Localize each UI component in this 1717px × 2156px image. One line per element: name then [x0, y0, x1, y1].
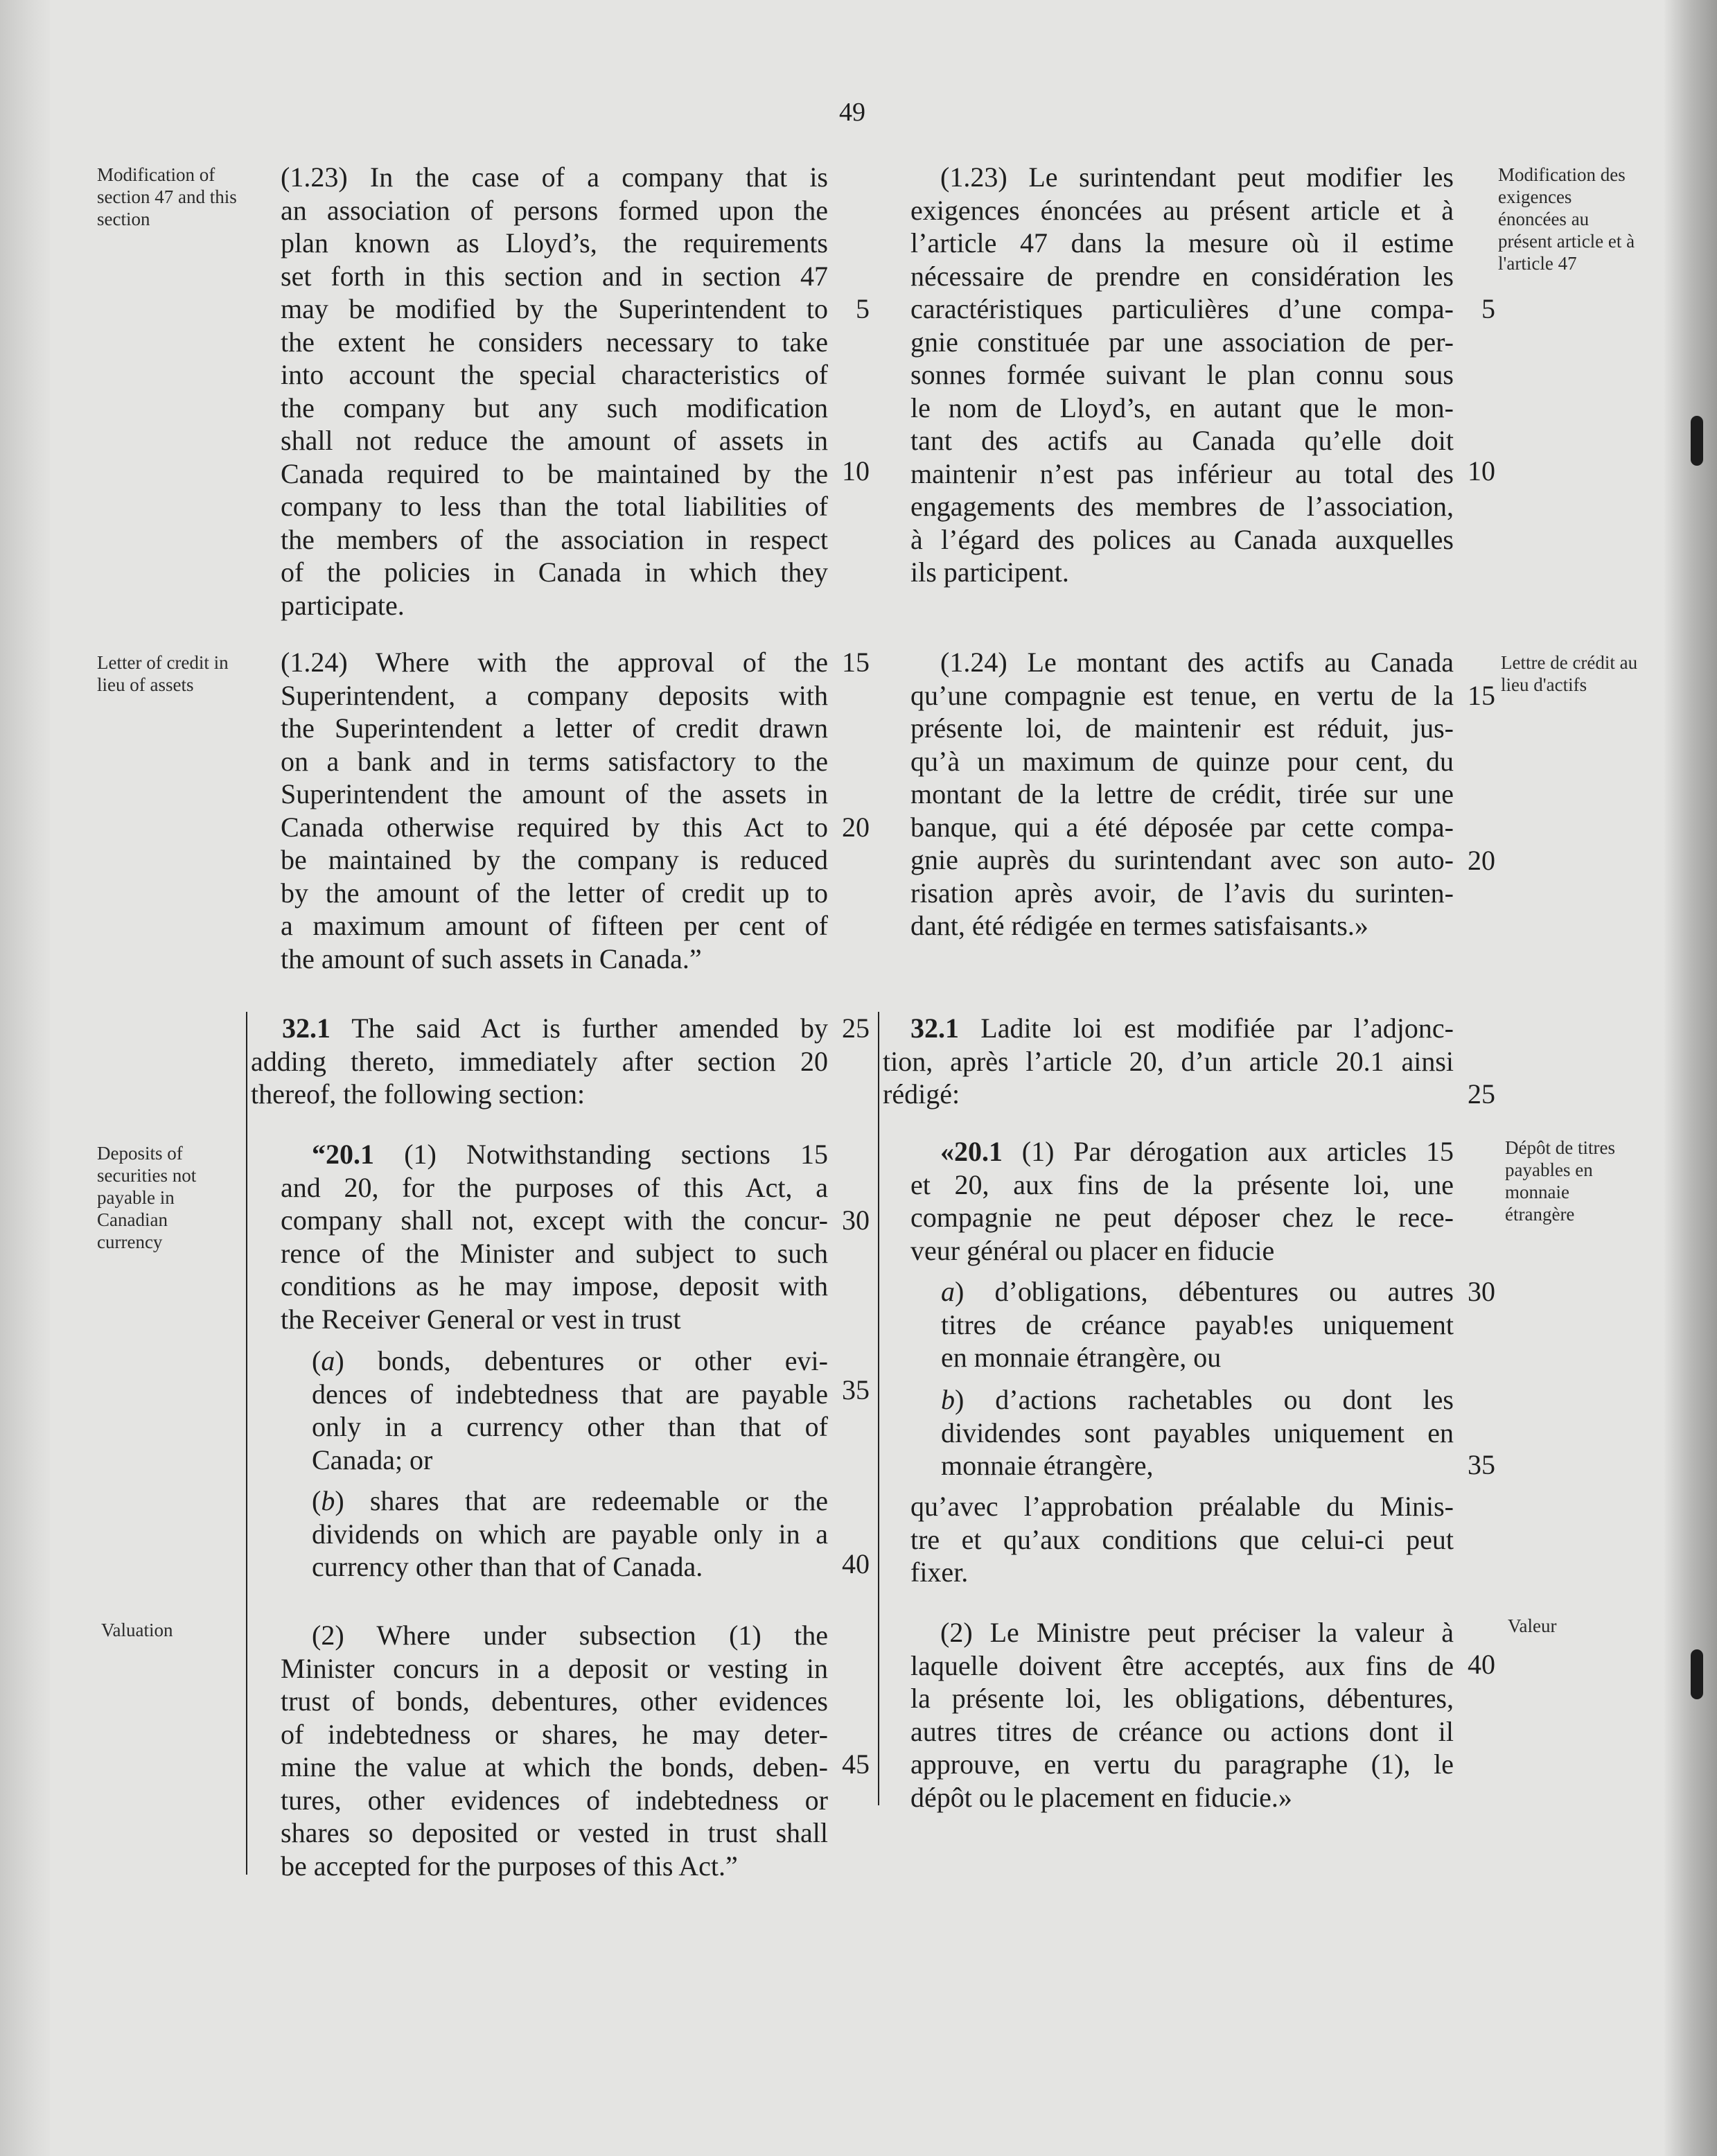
text-line: fixer. [910, 1557, 969, 1588]
text-line: dividends on which are payable only in a [312, 1518, 828, 1550]
line-number: 10 [842, 455, 870, 487]
margin-note-valuation: Valuation [101, 1620, 173, 1640]
binder-hole [1691, 1649, 1703, 1699]
english-paragraph-b [312, 1484, 828, 1584]
line-number: 20 [1468, 845, 1495, 876]
margin-note-lettre-de-credit: Lettre de crédit au lieu d'actifs [1501, 652, 1638, 695]
margin-note-deposits: Deposits of securities not payable in Canadian currency [97, 1143, 197, 1252]
text-line: dividendes sont payables uniquement en [941, 1417, 1454, 1448]
margin-note-depot-de-titres: Dépôt de titres payables en monnaie étrangère [1505, 1137, 1615, 1225]
text-span: The said Act is further amended by [331, 1013, 828, 1044]
text-line: rence of the Minister and subject to such [281, 1237, 828, 1269]
text-line: trust of bonds, debentures, other evidences [281, 1685, 828, 1717]
text-line: Minister concurs in a deposit or vesting in [281, 1652, 828, 1684]
text-line: qu’à un maximum de quinze pour cent, du [910, 745, 1454, 777]
paragraph-label: a [321, 1345, 335, 1376]
text-line: on a bank and in terms satisfactory to the [281, 745, 828, 777]
text-line: ils participent. [910, 556, 1069, 588]
text-line: the Superintendent a letter of credit drawn [281, 712, 828, 744]
text-line: qu’avec l’approbation préalable du Minis- [910, 1491, 1454, 1522]
text-line: en monnaie étrangère, ou [941, 1342, 1222, 1373]
text-line: et 20, aux fins de la présente loi, une [910, 1168, 1454, 1200]
text-line: gnie auprès du surintendant avec son auto- [910, 844, 1454, 875]
text-line: gnie constituée par une association de per- [910, 326, 1454, 358]
text-line: the amount of such assets in Canada.” [281, 943, 702, 974]
text-line: laquelle doivent être acceptés, aux fins de [910, 1649, 1454, 1681]
text-line [883, 1012, 1454, 1045]
text-span: (1) Notwithstanding sections 15 [374, 1139, 828, 1170]
english-subsection-1-24 [281, 646, 828, 975]
text-span: d’actions rachetables ou dont les [995, 1384, 1454, 1415]
french-paragraph-a [941, 1275, 1454, 1374]
text-line: set forth in this section and in section 47 [281, 260, 828, 292]
paragraph-label: b [941, 1384, 955, 1415]
text-line: autres titres de créance ou actions dont il [910, 1715, 1454, 1747]
margin-note-modification: Modification of section 47 and this section [97, 164, 237, 229]
margin-note-modification-fr: Modification des exigences énoncées au présent article et à l'article 47 [1498, 164, 1635, 274]
text-line: the Receiver General or vest in trust [281, 1303, 681, 1335]
text-line [251, 1012, 828, 1045]
amendment-rule-en [246, 1012, 247, 1875]
text-line: exigences énoncées au présent article et à [910, 194, 1454, 226]
english-subsection-2 [281, 1619, 828, 1882]
text-span: d’obligations, débentures ou autres [994, 1276, 1454, 1307]
french-subsection-1-24 [910, 646, 1454, 943]
text-line: Canada required to be maintained by the [281, 457, 828, 489]
text-line [281, 1138, 828, 1171]
text-line: compagnie ne peut déposer chez le rece- [910, 1202, 1454, 1233]
page-number: 49 [839, 98, 865, 127]
text-line: dences of indebtedness that are payable [312, 1378, 828, 1410]
line-number: 35 [1468, 1449, 1495, 1480]
text-span: bonds, debentures or other evi- [378, 1345, 828, 1376]
text-line: le nom de Lloyd’s, en autant que le mon- [910, 392, 1454, 423]
paragraph-label: b [321, 1485, 335, 1516]
line-number: 15 [1468, 680, 1495, 711]
text-line: la présente loi, les obligations, débentures, [910, 1683, 1454, 1714]
text-line: of the policies in Canada in which they [281, 556, 828, 588]
margin-note-valeur: Valeur [1508, 1615, 1557, 1636]
line-number: 20 [842, 812, 870, 843]
line-number: 5 [1481, 293, 1495, 324]
text-line: a maximum amount of fifteen per cent of [281, 910, 828, 941]
text-line: engagements des membres de l’association, [910, 491, 1454, 522]
french-section-32-1 [883, 1012, 1454, 1111]
french-subsection-1-23 [910, 161, 1454, 589]
binder-hole [1691, 416, 1703, 466]
text-line: l’article 47 dans la mesure où il estime [910, 227, 1454, 258]
text-line: qu’une compagnie est tenue, en vertu de la [910, 679, 1454, 711]
text-line: banque, qui a été déposée par cette compa- [910, 811, 1454, 843]
section-number: «20.1 [940, 1136, 1003, 1167]
text-line: tant des actifs au Canada qu’elle doit [910, 425, 1454, 456]
text-line: the members of the association in respect [281, 523, 828, 555]
line-number: 25 [1468, 1078, 1495, 1110]
text-line: and 20, for the purposes of this Act, a [281, 1171, 828, 1203]
text-line: (1.23) In the case of a company that is [281, 161, 828, 193]
text-line: (1.23) Le surintendant peut modifier les [940, 161, 1454, 193]
text-line: thereof, the following section: [251, 1078, 585, 1110]
text-line: be accepted for the purposes of this Act.” [281, 1850, 738, 1882]
text-line: rédigé: [883, 1078, 960, 1110]
text-span: (1) Par dérogation aux articles 15 [1003, 1136, 1454, 1167]
text-line: (2) Where under subsection (1) the [312, 1620, 828, 1651]
text-line: Canada; or [312, 1444, 433, 1475]
text-line: (2) Le Ministre peut préciser la valeur à [940, 1617, 1454, 1648]
french-section-20-1-tail [910, 1490, 1454, 1589]
binding-edge [0, 0, 50, 2156]
text-line: veur général ou placer en fiducie [910, 1234, 1275, 1266]
text-line: Canada otherwise required by this Act to [281, 811, 828, 843]
text-line: by the amount of the letter of credit up to [281, 877, 828, 909]
text-line: shall not reduce the amount of assets in [281, 425, 828, 456]
line-number: 35 [842, 1374, 870, 1405]
english-section-20-1 [281, 1138, 828, 1335]
line-number: 25 [842, 1013, 870, 1044]
text-line: dant, été rédigée en termes satisfaisants.» [910, 910, 1368, 941]
french-paragraph-b [941, 1383, 1454, 1482]
text-line: the company but any such modification [281, 392, 828, 423]
section-number: 32.1 [282, 1013, 331, 1044]
text-line [910, 1135, 1454, 1168]
english-paragraph-a [312, 1344, 828, 1476]
text-line: Superintendent, a company deposits with [281, 679, 828, 711]
line-number: 5 [856, 293, 870, 324]
text-line: shares so deposited or vested in trust shall [281, 1817, 828, 1848]
text-span: shares that are redeemable or the [369, 1485, 828, 1516]
page-edge-shadow [1664, 0, 1717, 2156]
amendment-rule-fr [878, 1012, 879, 1805]
text-line: maintenir n’est pas inférieur au total des [910, 457, 1454, 489]
english-subsection-1-23 [281, 161, 828, 622]
line-number: 40 [1468, 1649, 1495, 1680]
section-number: 32.1 [910, 1013, 959, 1044]
line-number: 45 [842, 1749, 870, 1780]
english-section-32-1 [251, 1012, 828, 1111]
text-line: conditions as he may impose, deposit with [281, 1270, 828, 1302]
text-line: (a) bonds, debentures or other evi- [312, 1345, 828, 1376]
text-line: (1.24) Where with the approval of the [281, 647, 828, 678]
paragraph-label: a [941, 1276, 955, 1307]
text-line: be maintained by the company is reduced [281, 844, 828, 875]
line-number: 30 [842, 1204, 870, 1236]
section-number: “20.1 [312, 1139, 374, 1170]
text-line: the extent he considers necessary to take [281, 326, 828, 358]
line-number: 10 [1468, 455, 1495, 487]
text-line: tion, après l’article 20, d’un article 20.1 ainsi [883, 1045, 1454, 1077]
text-line: titres de créance payab!es uniquement [941, 1308, 1454, 1340]
text-line: nécessaire de prendre en considération les [910, 260, 1454, 292]
text-line: only in a currency other than that of [312, 1411, 828, 1442]
text-line: mine the value at which the bonds, deben- [281, 1751, 828, 1782]
text-line: tures, other evidences of indebtedness or [281, 1784, 828, 1816]
text-line: montant de la lettre de crédit, tirée sur une [910, 778, 1454, 809]
text-line: tre et qu’aux conditions que celui-ci peut [910, 1523, 1454, 1555]
text-line: Superintendent the amount of the assets in [281, 778, 828, 809]
french-section-20-1 [910, 1135, 1454, 1267]
text-line: (1.24) Le montant des actifs au Canada [940, 647, 1454, 678]
line-number: 30 [1468, 1276, 1495, 1307]
text-line: risation après avoir, de l’avis du surinten- [910, 877, 1454, 909]
text-line: approuve, en vertu du paragraphe (1), le [910, 1749, 1454, 1780]
text-line: plan known as Lloyd’s, the requirements [281, 227, 828, 258]
text-line: of indebtedness or shares, he may deter- [281, 1718, 828, 1750]
text-line: caractéristiques particulières d’une compa- [910, 293, 1454, 324]
french-subsection-2 [910, 1616, 1454, 1814]
text-line: may be modified by the Superintendent to [281, 293, 828, 324]
line-number: 40 [842, 1548, 870, 1579]
text-line: a) d’obligations, débentures ou autres [941, 1276, 1454, 1307]
text-span: Ladite loi est modifiée par l’adjonc- [959, 1013, 1454, 1044]
text-line: présente loi, de maintenir est réduit, jus- [910, 712, 1454, 744]
text-line: participate. [281, 589, 405, 621]
text-line: (b) shares that are redeemable or the [312, 1485, 828, 1516]
text-line: company to less than the total liabilities of [281, 491, 828, 522]
line-number: 15 [842, 647, 870, 678]
text-line: à l’égard des polices au Canada auxquelles [910, 523, 1454, 555]
text-line: monnaie étrangère, [941, 1450, 1154, 1481]
text-line: adding thereto, immediately after section 20 [251, 1045, 828, 1077]
text-line: currency other than that of Canada. [312, 1551, 703, 1582]
margin-note-letter-of-credit: Letter of credit in lieu of assets [97, 652, 229, 695]
text-line: company shall not, except with the concur- [281, 1204, 828, 1236]
text-line: an association of persons formed upon the [281, 194, 828, 226]
text-line: sonnes formée suivant le plan connu sous [910, 359, 1454, 390]
text-line: b) d’actions rachetables ou dont les [941, 1384, 1454, 1415]
text-line: dépôt ou le placement en fiducie.» [910, 1781, 1292, 1813]
text-line: into account the special characteristics of [281, 359, 828, 390]
